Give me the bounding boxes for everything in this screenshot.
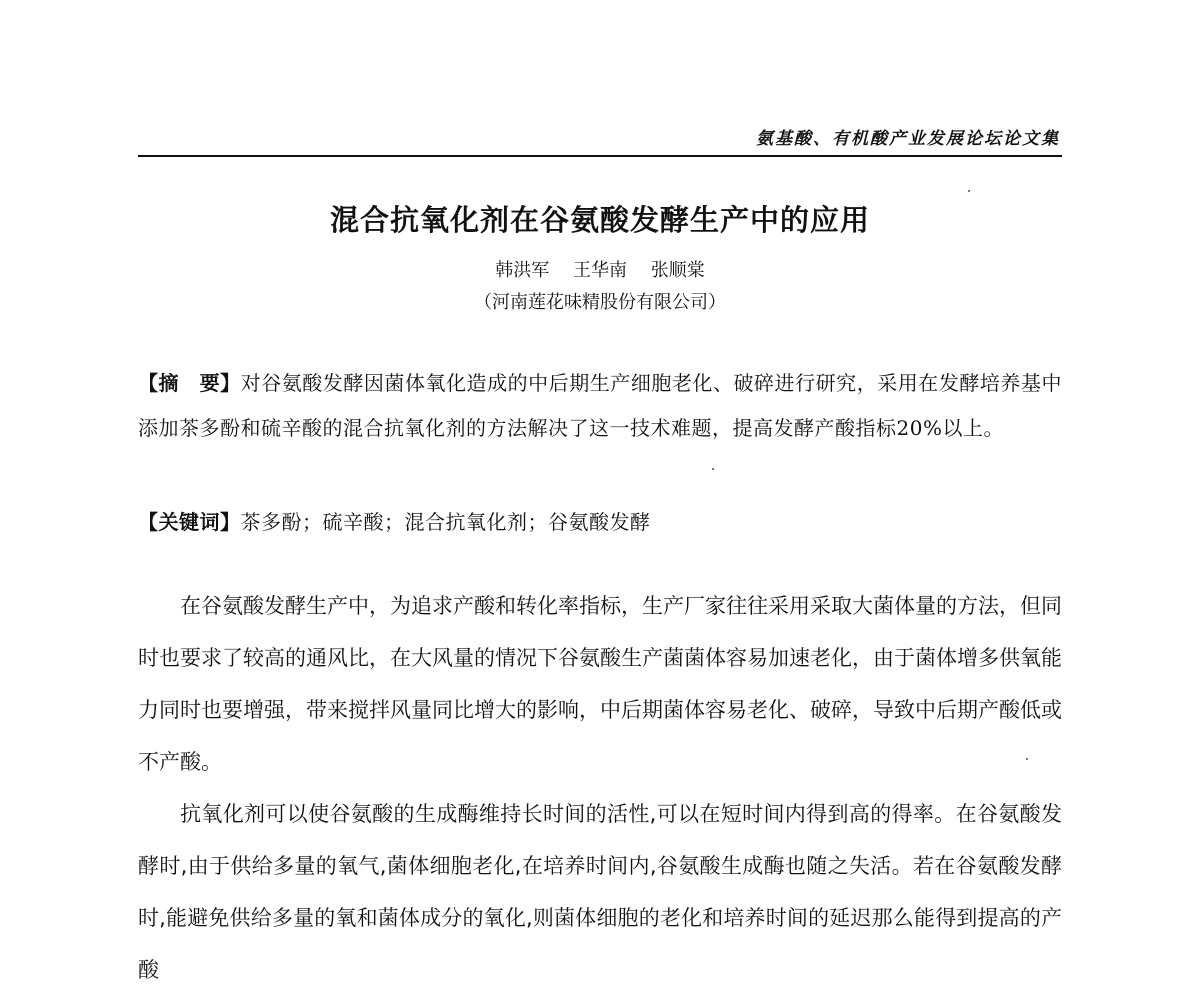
author-list bbox=[138, 256, 1062, 282]
article-title: 混合抗氧化剂在谷氨酸发酵生产中的应用 bbox=[329, 203, 870, 237]
header-rule bbox=[138, 155, 1062, 157]
author-name: 张顺棠 bbox=[650, 260, 705, 281]
scan-speck bbox=[712, 468, 714, 470]
keywords-text: 茶多酚；硫辛酸；混合抗氧化剂；谷氨酸发酵 bbox=[240, 510, 651, 534]
running-header: 氨基酸、有机酸产业发展论坛论文集 bbox=[756, 129, 1060, 149]
abstract-block bbox=[138, 361, 1062, 451]
author-affiliation: （河南莲花味精股份有限公司） bbox=[474, 292, 726, 313]
scan-speck bbox=[968, 190, 970, 192]
abstract-label: 【摘 要】 bbox=[138, 371, 241, 395]
author-name: 王华南 bbox=[573, 260, 627, 281]
body-paragraph: 在谷氨酸发酵生产中，为追求产酸和转化率指标，生产厂家往往采用采取大菌体量的方法，但同时也要求了较高的通风比，在大风量的情况下谷氨酸生产菌菌体容易加速老化，由于菌体增多供氧能力同时也要增强，带来搅拌风量同比增大的影响，中后期菌体容易老化、破碎，导致中后期产酸低或不产酸。 bbox=[138, 594, 1062, 774]
abstract-text: 对谷氨酸发酵因菌体氧化造成的中后期生产细胞老化、破碎进行研究，采用在发酵培养基中添加茶多酚和硫辛酸的混合抗氧化剂的方法解决了这一技术难题，提高发酵产酸指标20%以上。 bbox=[138, 371, 1063, 440]
scan-speck bbox=[1026, 758, 1028, 760]
body-paragraph: 抗氧化剂可以使谷氨酸的生成酶维持长时间的活性,可以在短时间内得到高的得率。在谷氨酸发酵时,由于供给多量的氧气,菌体细胞老化,在培养时间内,谷氨酸生成酶也随之失活。若在谷氨酸发酵时,能避免供给多量的氧和菌体成分的氧化,则菌体细胞的老化和培养时间的延迟那么能得到提高的产酸 bbox=[138, 802, 1062, 982]
body-text bbox=[138, 580, 1062, 996]
author-name: 韩洪军 bbox=[495, 260, 550, 281]
keywords-label: 【关键词】 bbox=[138, 510, 241, 534]
keywords-block bbox=[138, 504, 1062, 540]
